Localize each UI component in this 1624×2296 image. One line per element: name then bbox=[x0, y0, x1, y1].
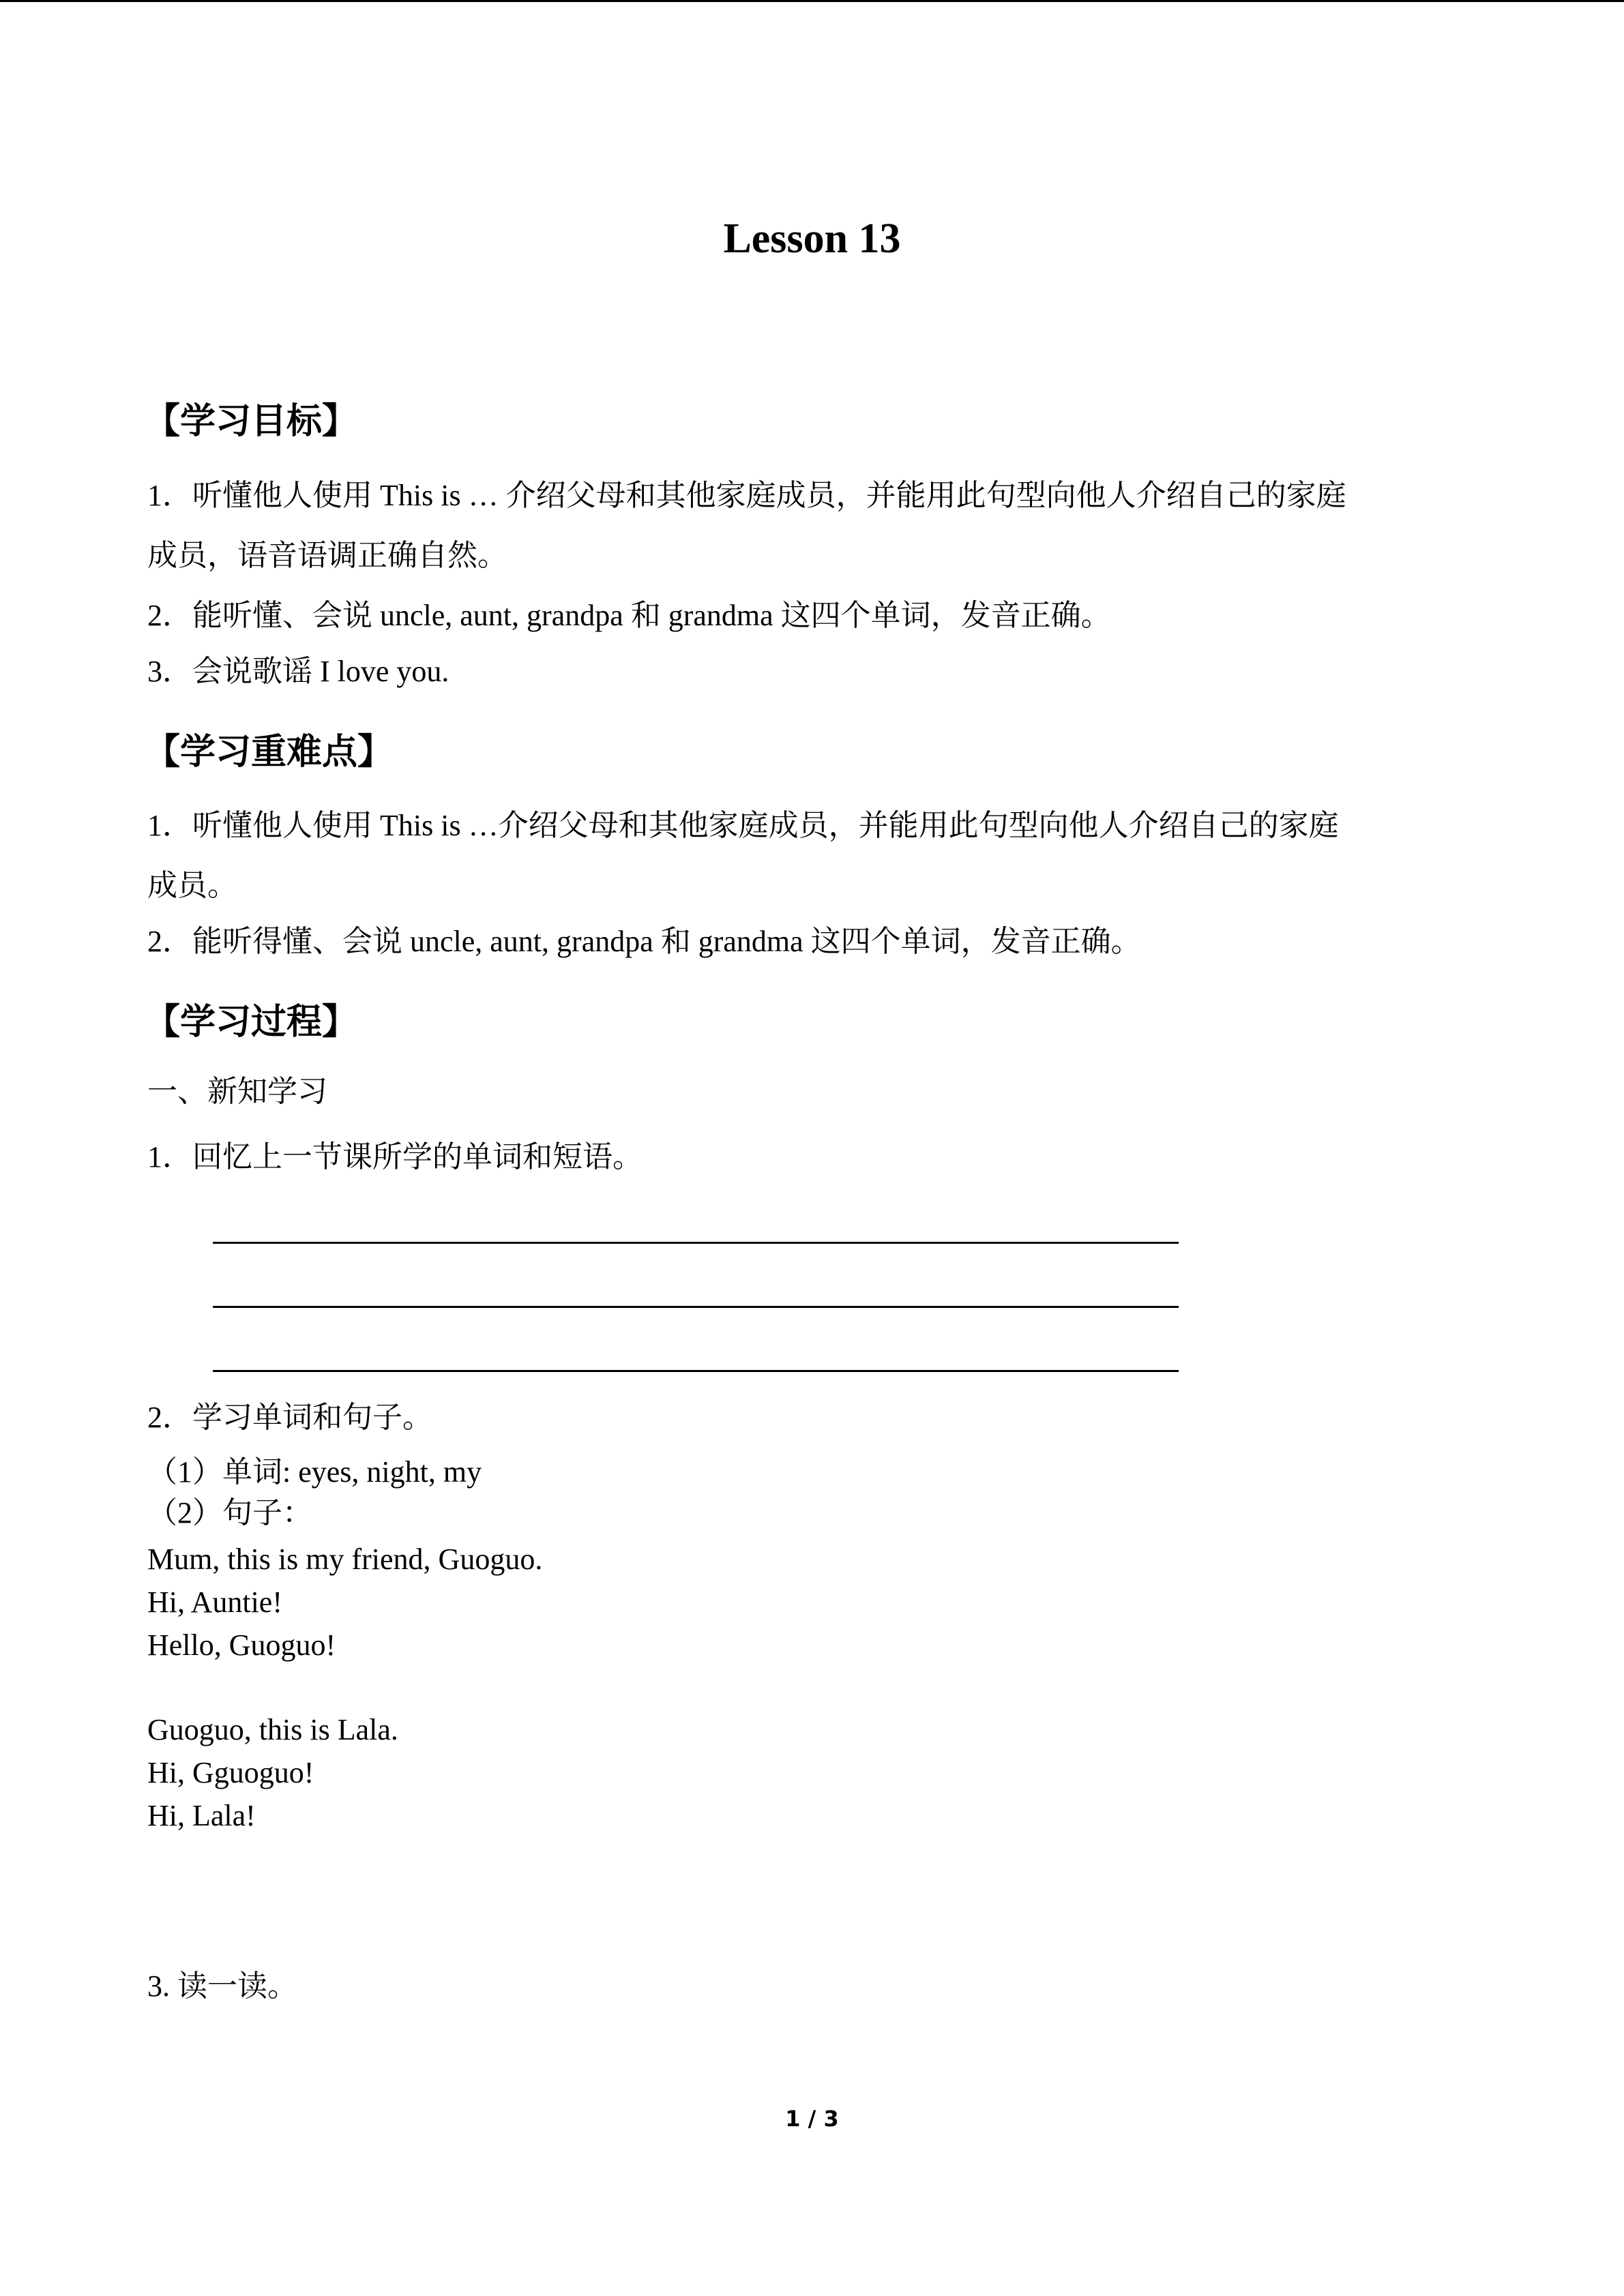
process-step-2: 2．学习单词和句子。 bbox=[147, 1401, 432, 1434]
dialogue-2-line-3: Hi, Lala! bbox=[147, 1799, 256, 1832]
page-title: Lesson 13 bbox=[723, 215, 901, 262]
objectives-item-3: 3．会说歌谣 I love you. bbox=[147, 655, 449, 688]
sentences-label: （2）句子： bbox=[147, 1496, 312, 1530]
objectives-heading: 【学习目标】 bbox=[145, 401, 358, 442]
process-part-1: 一、新知学习 bbox=[147, 1075, 327, 1108]
process-step-3: 3. 读一读。 bbox=[147, 1969, 297, 2003]
answer-blank-line-3 bbox=[213, 1370, 1179, 1372]
process-heading: 【学习过程】 bbox=[145, 1002, 358, 1043]
answer-blank-line-2 bbox=[213, 1306, 1179, 1308]
key-points-item-1-line-1: 1．听懂他人使用 This is …介绍父母和其他家庭成员，并能用此句型向他人介绍自己的家庭 bbox=[147, 809, 1339, 842]
dialogue-2-line-2: Hi, Gguoguo! bbox=[147, 1756, 314, 1789]
dialogue-1-line-3: Hello, Guoguo! bbox=[147, 1628, 336, 1662]
objectives-item-1-line-2: 成员，语音语调正确自然。 bbox=[147, 539, 507, 572]
dialogue-2-line-1: Guoguo, this is Lala. bbox=[147, 1713, 398, 1746]
key-points-item-1-line-2: 成员。 bbox=[147, 869, 237, 902]
answer-blank-line-1 bbox=[213, 1242, 1179, 1244]
process-step-1: 1．回忆上一节课所学的单词和短语。 bbox=[147, 1140, 643, 1174]
dialogue-1-line-2: Hi, Auntie! bbox=[147, 1585, 282, 1619]
page-number: 1 / 3 bbox=[785, 2106, 839, 2132]
objectives-item-2: 2．能听懂、会说 uncle, aunt, grandpa 和 grandma 这四个单词，发音正确。 bbox=[147, 599, 1111, 632]
key-points-item-2: 2．能听得懂、会说 uncle, aunt, grandpa 和 grandma 这四个单词，发音正确。 bbox=[147, 925, 1141, 958]
objectives-item-1-line-1: 1．听懂他人使用 This is … 介绍父母和其他家庭成员，并能用此句型向他人介绍自己的家庭 bbox=[147, 479, 1346, 512]
vocabulary-words: （1）单词: eyes, night, my bbox=[147, 1455, 482, 1489]
key-points-heading: 【学习重难点】 bbox=[145, 732, 394, 773]
dialogue-1-line-1: Mum, this is my friend, Guoguo. bbox=[147, 1542, 543, 1576]
